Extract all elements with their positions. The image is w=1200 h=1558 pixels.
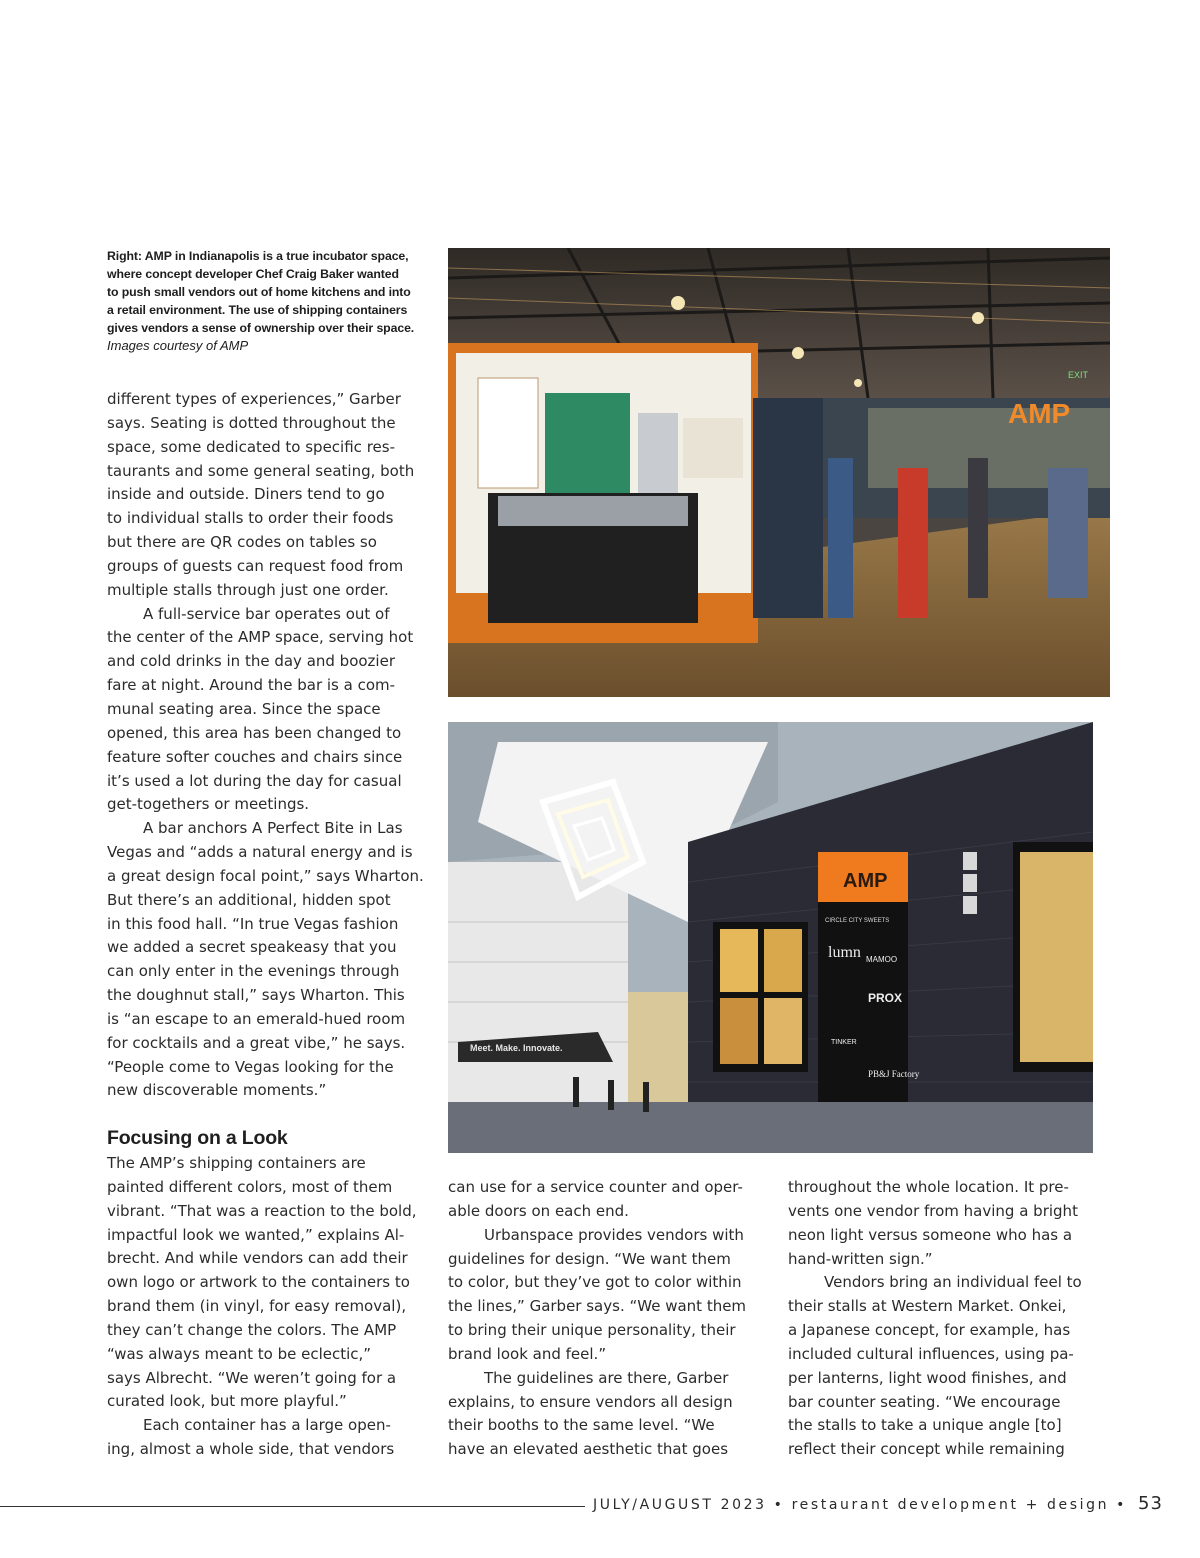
directory-entry: CIRCLE CITY SWEETS [825, 918, 890, 924]
body-line: the stalls to take a unique angle [to] [788, 1416, 1062, 1435]
body-line: feature softer couches and chairs since [107, 747, 403, 766]
body-line: Vegas and “adds a natural energy and is [107, 843, 413, 862]
directory-entry: lumn [828, 944, 861, 961]
directory-entry: PB&J Factory [868, 1069, 920, 1079]
body-line: “People come to Vegas looking for the [107, 1057, 394, 1076]
body-line: have an elevated aesthetic that goes [448, 1440, 729, 1459]
body-line: vents one vendor from having a bright [788, 1201, 1078, 1220]
page-footer [593, 1493, 1163, 1514]
column-2 [448, 1176, 746, 1462]
body-line: can only enter in the evenings through [107, 962, 400, 981]
footer-rule [0, 1506, 585, 1507]
body-line: to individual stalls to order their foods [107, 509, 394, 528]
body-line: says Albrecht. “We weren’t going for a [107, 1368, 397, 1387]
body-line: curated look, but more playful.” [107, 1392, 347, 1411]
body-line: reflect their concept while remaining [788, 1440, 1065, 1459]
exterior-banner: Meet. Make. Innovate. [470, 1043, 563, 1053]
body-line: to color, but they’ve got to color within [448, 1273, 742, 1292]
body-line: explains, to ensure vendors all design [448, 1392, 733, 1411]
amp-interior-photo [448, 248, 1110, 697]
body-line: A full-service bar operates out of [143, 604, 390, 623]
section-heading: Focusing on a Look [107, 1127, 288, 1149]
body-line: A bar anchors A Perfect Bite in Las [143, 819, 403, 838]
body-line: opened, this area has been changed to [107, 723, 402, 742]
caption-line: gives vendors a sense of ownership over their space. [107, 321, 415, 335]
directory-entry: PROX [868, 991, 903, 1005]
body-line: vibrant. “That was a reaction to the bold, [107, 1201, 417, 1220]
body-line: Urbanspace provides vendors with [484, 1225, 744, 1244]
exterior-sign: AMP [843, 870, 888, 892]
body-line: and cold drinks in the day and boozier [107, 652, 395, 671]
body-line: the center of the AMP space, serving hot [107, 628, 414, 647]
caption-line: a retail environment. The use of shipping containers [107, 303, 408, 317]
body-line: their stalls at Western Market. Onkei, [788, 1297, 1067, 1316]
body-line: brecht. And while vendors can add their [107, 1249, 408, 1268]
body-line: in this food hall. “In true Vegas fashion [107, 914, 399, 933]
body-line: included cultural influences, using pa- [788, 1344, 1074, 1363]
body-line: per lanterns, light wood finishes, and [788, 1368, 1067, 1387]
page-number: 53 [1138, 1493, 1163, 1514]
body-line: neon light versus someone who has a [788, 1225, 1073, 1244]
directory-entry: MAMOO [866, 955, 898, 964]
body-line: own logo or artwork to the containers to [107, 1273, 410, 1292]
body-line: space, some dedicated to specific res- [107, 437, 395, 456]
body-line: brand them (in vinyl, for easy removal), [107, 1297, 407, 1316]
photo-caption [107, 247, 417, 355]
body-line: Vendors bring an individual feel to [824, 1273, 1082, 1292]
body-line: fare at night. Around the bar is a com- [107, 676, 396, 695]
body-line: brand look and feel.” [448, 1344, 607, 1363]
amp-exterior-photo [448, 722, 1093, 1153]
body-line: throughout the whole location. It pre- [788, 1178, 1069, 1196]
body-line: for cocktails and a great vibe,” he says. [107, 1033, 406, 1052]
body-line: able doors on each end. [448, 1201, 629, 1220]
body-line: ing, almost a whole side, that vendors [107, 1440, 395, 1459]
body-line: But there’s an additional, hidden spot [107, 890, 391, 909]
body-line: their booths to the same level. “We [448, 1416, 715, 1435]
body-line: a great design focal point,” says Wharton. [107, 866, 424, 885]
footer-text: JULY/AUGUST 2023 • restaurant development + design • [593, 1497, 1127, 1513]
caption-line: Right: AMP in Indianapolis is a true incubator space, [107, 249, 409, 263]
body-line: can use for a service counter and oper- [448, 1178, 743, 1196]
body-line: is “an escape to an emerald-hued room [107, 1009, 406, 1028]
caption-line: where concept developer Chef Craig Baker wanted [107, 267, 399, 281]
body-line: different types of experiences,” Garber [107, 390, 401, 408]
body-line: they can’t change the colors. The AMP [107, 1320, 397, 1339]
body-line: it’s used a lot during the day for casual [107, 771, 402, 790]
body-line: multiple stalls through just one order. [107, 580, 389, 599]
body-line: The AMP’s shipping containers are [107, 1154, 366, 1172]
column-1-bottom [107, 1125, 417, 1462]
body-line: The guidelines are there, Garber [484, 1368, 729, 1387]
body-line: the lines,” Garber says. “We want them [448, 1297, 747, 1316]
body-line: “was always meant to be eclectic,” [107, 1344, 372, 1363]
body-line: to bring their unique personality, their [448, 1321, 736, 1340]
body-line: guidelines for design. “We want them [448, 1249, 731, 1268]
body-line: painted different colors, most of them [107, 1177, 393, 1196]
body-line: groups of guests can request food from [107, 556, 404, 575]
body-line: get-togethers or meetings. [107, 795, 310, 814]
body-line: bar counter seating. “We encourage [788, 1392, 1061, 1411]
body-line: but there are QR codes on tables so [107, 533, 377, 552]
body-line: inside and outside. Diners tend to go [107, 485, 385, 504]
caption-line: to push small vendors out of home kitchens and into [107, 285, 411, 299]
photo-credit: Images courtesy of AMP [107, 338, 249, 353]
column-3 [788, 1176, 1082, 1462]
exit-sign: EXIT [1068, 370, 1089, 380]
body-line: a Japanese concept, for example, has [788, 1321, 1071, 1340]
body-line: new discoverable moments.” [107, 1081, 327, 1100]
body-line: says. Seating is dotted throughout the [107, 413, 396, 432]
column-1-top [107, 388, 424, 1103]
body-line: the doughnut stall,” says Wharton. This [107, 986, 405, 1005]
body-line: taurants and some general seating, both [107, 461, 415, 480]
body-line: impactful look we wanted,” explains Al- [107, 1225, 405, 1244]
body-line: munal seating area. Since the space [107, 699, 381, 718]
body-line: hand-written sign.” [788, 1249, 933, 1268]
body-line: we added a secret speakeasy that you [107, 938, 397, 957]
directory-entry: TINKER [831, 1039, 857, 1046]
amp-interior-sign: AMP [1008, 398, 1071, 429]
body-line: Each container has a large open- [143, 1416, 391, 1435]
